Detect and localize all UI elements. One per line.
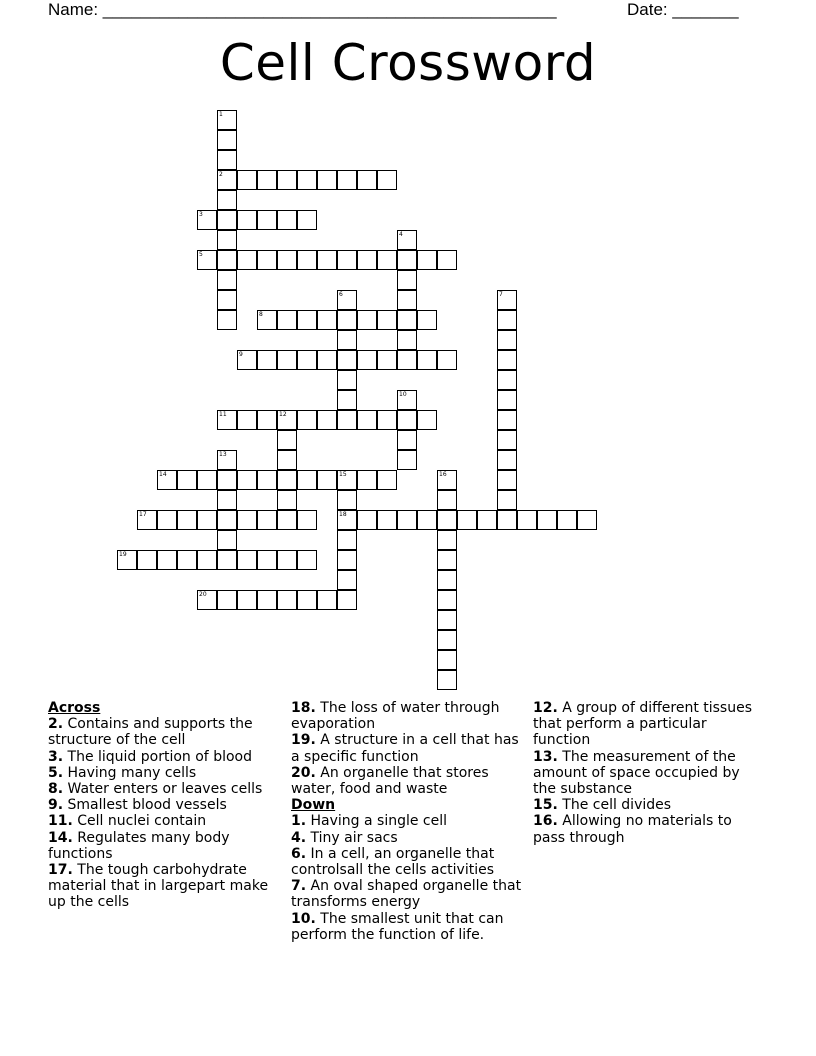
grid-cell[interactable]	[377, 510, 397, 530]
grid-cell[interactable]	[217, 270, 237, 290]
grid-cell[interactable]	[317, 590, 337, 610]
grid-cell[interactable]	[257, 310, 277, 330]
grid-cell[interactable]	[357, 410, 377, 430]
clue-number: 8.	[48, 781, 64, 798]
clue-across-18	[291, 700, 523, 732]
grid-cell[interactable]	[257, 550, 277, 570]
clue-text: Having a single cell	[310, 813, 448, 830]
across-heading: Across	[48, 700, 101, 716]
grid-cell[interactable]	[277, 590, 297, 610]
clue-down-7	[291, 878, 523, 910]
clue-text: Cell nuclei contain	[77, 813, 207, 830]
clue-number: 18.	[291, 700, 316, 716]
clue-across-14	[48, 830, 284, 862]
grid-cell[interactable]	[297, 250, 317, 270]
clue-column-2	[291, 700, 523, 943]
grid-cell[interactable]	[477, 510, 497, 530]
grid-cell[interactable]	[217, 250, 237, 270]
grid-cell[interactable]	[397, 390, 417, 410]
grid-cell[interactable]	[357, 310, 377, 330]
grid-cell[interactable]	[297, 550, 317, 570]
grid-cell[interactable]	[417, 510, 437, 530]
cell-number: 18	[339, 511, 347, 518]
clue-number: 14.	[48, 829, 73, 846]
grid-cell[interactable]	[257, 250, 277, 270]
cell-number: 1	[219, 111, 223, 118]
grid-cell[interactable]	[297, 590, 317, 610]
grid-cell[interactable]	[437, 610, 457, 630]
clue-across-3	[48, 749, 284, 765]
clue-across-2	[48, 716, 284, 748]
grid-cell[interactable]	[317, 310, 337, 330]
grid-cell[interactable]	[317, 350, 337, 370]
grid-cell[interactable]	[357, 350, 377, 370]
grid-cell[interactable]	[297, 170, 317, 190]
grid-cell[interactable]	[297, 510, 317, 530]
grid-cell[interactable]	[237, 470, 257, 490]
clue-number: 19.	[291, 732, 316, 749]
grid-cell[interactable]	[397, 310, 417, 330]
clue-down-15	[533, 797, 763, 813]
grid-cell[interactable]	[117, 550, 137, 570]
grid-cell[interactable]	[197, 590, 217, 610]
grid-cell[interactable]	[297, 310, 317, 330]
cell-number: 16	[439, 471, 447, 478]
grid-cell[interactable]	[317, 470, 337, 490]
grid-cell[interactable]	[397, 290, 417, 310]
clue-text: An oval shaped organelle that transforms energy	[291, 878, 522, 911]
grid-cell[interactable]	[397, 430, 417, 450]
grid-cell[interactable]	[557, 510, 577, 530]
grid-cell[interactable]	[497, 310, 517, 330]
clue-text: Smallest blood vessels	[67, 797, 227, 814]
grid-cell[interactable]	[377, 170, 397, 190]
cell-number: 17	[139, 511, 147, 518]
grid-cell[interactable]	[337, 370, 357, 390]
cell-number: 3	[199, 211, 203, 218]
grid-cell[interactable]	[177, 510, 197, 530]
clue-number: 9.	[48, 797, 64, 814]
grid-cell[interactable]	[337, 550, 357, 570]
clue-column-1	[48, 700, 284, 911]
grid-cell[interactable]	[217, 470, 237, 490]
grid-cell[interactable]	[377, 470, 397, 490]
grid-cell[interactable]	[277, 250, 297, 270]
grid-cell[interactable]	[217, 550, 237, 570]
grid-cell[interactable]	[437, 470, 457, 490]
cell-number: 20	[199, 591, 207, 598]
grid-cell[interactable]	[397, 450, 417, 470]
cell-number: 15	[339, 471, 347, 478]
clue-number: 2.	[48, 716, 64, 733]
grid-cell[interactable]	[517, 510, 537, 530]
clue-text: Regulates many body functions	[48, 829, 230, 862]
clue-across-5	[48, 765, 284, 781]
cell-number: 5	[199, 251, 203, 258]
grid-cell[interactable]	[417, 310, 437, 330]
grid-cell[interactable]	[337, 470, 357, 490]
grid-cell[interactable]	[197, 210, 217, 230]
clue-number: 1.	[291, 813, 307, 830]
grid-cell[interactable]	[177, 470, 197, 490]
cell-number: 11	[219, 411, 227, 418]
clue-down-13	[533, 749, 763, 798]
clue-number: 3.	[48, 748, 64, 765]
grid-cell[interactable]	[177, 550, 197, 570]
clue-down-4	[291, 830, 523, 846]
date-field[interactable]: Date: _______	[627, 0, 739, 19]
grid-cell[interactable]	[397, 510, 417, 530]
grid-cell[interactable]	[437, 530, 457, 550]
grid-cell[interactable]	[297, 410, 317, 430]
grid-cell[interactable]	[437, 550, 457, 570]
grid-cell[interactable]	[217, 290, 237, 310]
grid-cell[interactable]	[417, 350, 437, 370]
grid-cell[interactable]	[417, 410, 437, 430]
page-title: Cell Crossword	[219, 34, 597, 92]
grid-cell[interactable]	[397, 250, 417, 270]
cell-number: 10	[399, 391, 407, 398]
grid-cell[interactable]	[217, 150, 237, 170]
cell-number: 8	[259, 311, 263, 318]
cell-number: 12	[279, 411, 287, 418]
grid-cell[interactable]	[537, 510, 557, 530]
grid-cell[interactable]	[377, 350, 397, 370]
clue-text: The cell divides	[562, 797, 672, 814]
grid-cell[interactable]	[457, 510, 477, 530]
clue-down-1	[291, 813, 523, 829]
clue-across-20	[291, 765, 523, 797]
grid-cell[interactable]	[337, 410, 357, 430]
grid-cell[interactable]	[437, 350, 457, 370]
grid-cell[interactable]	[297, 470, 317, 490]
grid-cell[interactable]	[437, 250, 457, 270]
grid-cell[interactable]	[157, 550, 177, 570]
grid-cell[interactable]	[337, 510, 357, 530]
grid-cell[interactable]	[357, 470, 377, 490]
clue-text: The smallest unit that can perform the function of life.	[291, 910, 504, 943]
clue-text: A group of different tissues that perform a particular function	[533, 700, 753, 749]
clue-text: Allowing no materials to pass through	[533, 813, 732, 846]
grid-cell[interactable]	[157, 470, 177, 490]
grid-cell[interactable]	[497, 370, 517, 390]
clue-text: In a cell, an organelle that controlsall the cells activities	[291, 845, 495, 879]
grid-cell[interactable]	[397, 270, 417, 290]
clue-text: Contains and supports the structure of the cell	[48, 716, 253, 749]
grid-cell[interactable]	[197, 250, 217, 270]
grid-cell[interactable]	[337, 530, 357, 550]
grid-cell[interactable]	[437, 650, 457, 670]
grid-cell[interactable]	[217, 130, 237, 150]
clue-number: 6.	[291, 845, 307, 862]
grid-cell[interactable]	[197, 510, 217, 530]
grid-cell[interactable]	[317, 250, 337, 270]
grid-cell[interactable]	[497, 290, 517, 310]
clue-number: 15.	[533, 797, 558, 814]
grid-cell[interactable]	[277, 490, 297, 510]
grid-cell[interactable]	[497, 490, 517, 510]
clue-text: Water enters or leaves cells	[67, 781, 263, 798]
clue-text: The liquid portion of blood	[67, 748, 252, 765]
grid-cell[interactable]	[277, 470, 297, 490]
grid-cell[interactable]	[257, 170, 277, 190]
grid-cell[interactable]	[257, 510, 277, 530]
grid-cell[interactable]	[277, 310, 297, 330]
grid-cell[interactable]	[337, 170, 357, 190]
grid-cell[interactable]	[277, 430, 297, 450]
grid-cell[interactable]	[357, 170, 377, 190]
cell-number: 13	[219, 451, 227, 458]
clue-number: 7.	[291, 878, 307, 895]
clue-number: 4.	[291, 829, 307, 846]
grid-cell[interactable]	[157, 510, 177, 530]
grid-cell[interactable]	[337, 330, 357, 350]
cell-number: 7	[499, 291, 503, 298]
grid-cell[interactable]	[337, 350, 357, 370]
grid-cell[interactable]	[397, 330, 417, 350]
clue-number: 5.	[48, 764, 64, 781]
clue-across-8	[48, 781, 284, 797]
grid-cell[interactable]	[277, 210, 297, 230]
grid-cell[interactable]	[337, 570, 357, 590]
clue-down-16	[533, 813, 763, 845]
grid-cell[interactable]	[257, 350, 277, 370]
cell-number: 14	[159, 471, 167, 478]
clue-across-19	[291, 732, 523, 764]
grid-cell[interactable]	[377, 310, 397, 330]
grid-cell[interactable]	[437, 570, 457, 590]
grid-cell[interactable]	[497, 450, 517, 470]
clue-number: 10.	[291, 910, 316, 927]
grid-cell[interactable]	[497, 470, 517, 490]
grid-cell[interactable]	[337, 310, 357, 330]
grid-cell[interactable]	[217, 110, 237, 130]
grid-cell[interactable]	[397, 410, 417, 430]
grid-cell[interactable]	[397, 350, 417, 370]
grid-cell[interactable]	[277, 410, 297, 430]
grid-cell[interactable]	[217, 590, 237, 610]
cell-number: 2	[219, 171, 223, 178]
grid-cell[interactable]	[257, 590, 277, 610]
clue-text: Having many cells	[67, 764, 197, 781]
clue-across-17	[48, 862, 284, 911]
grid-cell[interactable]	[437, 630, 457, 650]
grid-cell[interactable]	[357, 250, 377, 270]
grid-cell[interactable]	[257, 210, 277, 230]
grid-cell[interactable]	[197, 550, 217, 570]
grid-cell[interactable]	[337, 390, 357, 410]
clue-text: The measurement of the amount of space occupied by the substance	[533, 748, 740, 798]
clue-text: Tiny air sacs	[310, 829, 398, 846]
grid-cell[interactable]	[217, 170, 237, 190]
clue-column-3	[533, 700, 763, 846]
clue-number: 17.	[48, 862, 73, 879]
grid-cell[interactable]	[217, 210, 237, 230]
clue-down-12	[533, 700, 763, 749]
grid-cell[interactable]	[497, 330, 517, 350]
clue-text: The loss of water through evaporation	[291, 700, 500, 733]
grid-cell[interactable]	[417, 250, 437, 270]
grid-cell[interactable]	[317, 410, 337, 430]
grid-cell[interactable]	[337, 490, 357, 510]
grid-cell[interactable]	[257, 410, 277, 430]
grid-cell[interactable]	[497, 390, 517, 410]
grid-cell[interactable]	[217, 310, 237, 330]
grid-cell[interactable]	[277, 550, 297, 570]
cell-number: 4	[399, 231, 403, 238]
grid-cell[interactable]	[237, 550, 257, 570]
grid-cell[interactable]	[277, 450, 297, 470]
grid-cell[interactable]	[277, 350, 297, 370]
grid-cell[interactable]	[137, 510, 157, 530]
clue-number: 13.	[533, 748, 558, 765]
grid-cell[interactable]	[437, 670, 457, 690]
grid-cell[interactable]	[297, 350, 317, 370]
cell-number: 6	[339, 291, 343, 298]
clue-text: An organelle that stores water, food and waste	[291, 764, 489, 798]
grid-cell[interactable]	[137, 550, 157, 570]
grid-cell[interactable]	[217, 230, 237, 250]
grid-cell[interactable]	[217, 530, 237, 550]
grid-cell[interactable]	[197, 470, 217, 490]
grid-cell[interactable]	[437, 490, 457, 510]
clue-down-6	[291, 846, 523, 878]
clue-across-9	[48, 797, 284, 813]
clue-down-10	[291, 911, 523, 943]
clue-number: 12.	[533, 700, 558, 716]
grid-cell[interactable]	[217, 490, 237, 510]
grid-cell[interactable]	[437, 590, 457, 610]
down-heading: Down	[291, 797, 336, 814]
grid-cell[interactable]	[217, 190, 237, 210]
grid-cell[interactable]	[497, 430, 517, 450]
grid-cell[interactable]	[237, 590, 257, 610]
grid-cell[interactable]	[317, 170, 337, 190]
grid-cell[interactable]	[437, 510, 457, 530]
grid-cell[interactable]	[237, 250, 257, 270]
cell-number: 9	[239, 351, 243, 358]
grid-cell[interactable]	[577, 510, 597, 530]
grid-cell[interactable]	[497, 410, 517, 430]
grid-cell[interactable]	[277, 170, 297, 190]
grid-cell[interactable]	[397, 230, 417, 250]
clue-number: 11.	[48, 813, 73, 830]
grid-cell[interactable]	[217, 510, 237, 530]
grid-cell[interactable]	[237, 510, 257, 530]
clue-number: 16.	[533, 813, 558, 830]
grid-cell[interactable]	[337, 290, 357, 310]
grid-cell[interactable]	[277, 510, 297, 530]
grid-cell[interactable]	[217, 450, 237, 470]
grid-cell[interactable]	[337, 250, 357, 270]
grid-cell[interactable]	[337, 590, 357, 610]
grid-cell[interactable]	[217, 410, 237, 430]
clue-text: A structure in a cell that has a specific function	[291, 732, 519, 765]
grid-cell[interactable]	[497, 510, 517, 530]
grid-cell[interactable]	[237, 170, 257, 190]
grid-cell[interactable]	[377, 410, 397, 430]
grid-cell[interactable]	[237, 210, 257, 230]
grid-cell[interactable]	[237, 350, 257, 370]
clue-number: 20.	[291, 764, 316, 781]
grid-cell[interactable]	[297, 210, 317, 230]
clue-across-11	[48, 813, 284, 829]
grid-cell[interactable]	[377, 250, 397, 270]
name-field[interactable]: Name: ________________________________________________	[48, 0, 557, 19]
grid-cell[interactable]	[497, 350, 517, 370]
grid-cell[interactable]	[237, 410, 257, 430]
cell-number: 19	[119, 551, 127, 558]
grid-cell[interactable]	[257, 470, 277, 490]
clue-text: The tough carbohydrate material that in largepart make up the cells	[48, 862, 269, 911]
grid-cell[interactable]	[357, 510, 377, 530]
